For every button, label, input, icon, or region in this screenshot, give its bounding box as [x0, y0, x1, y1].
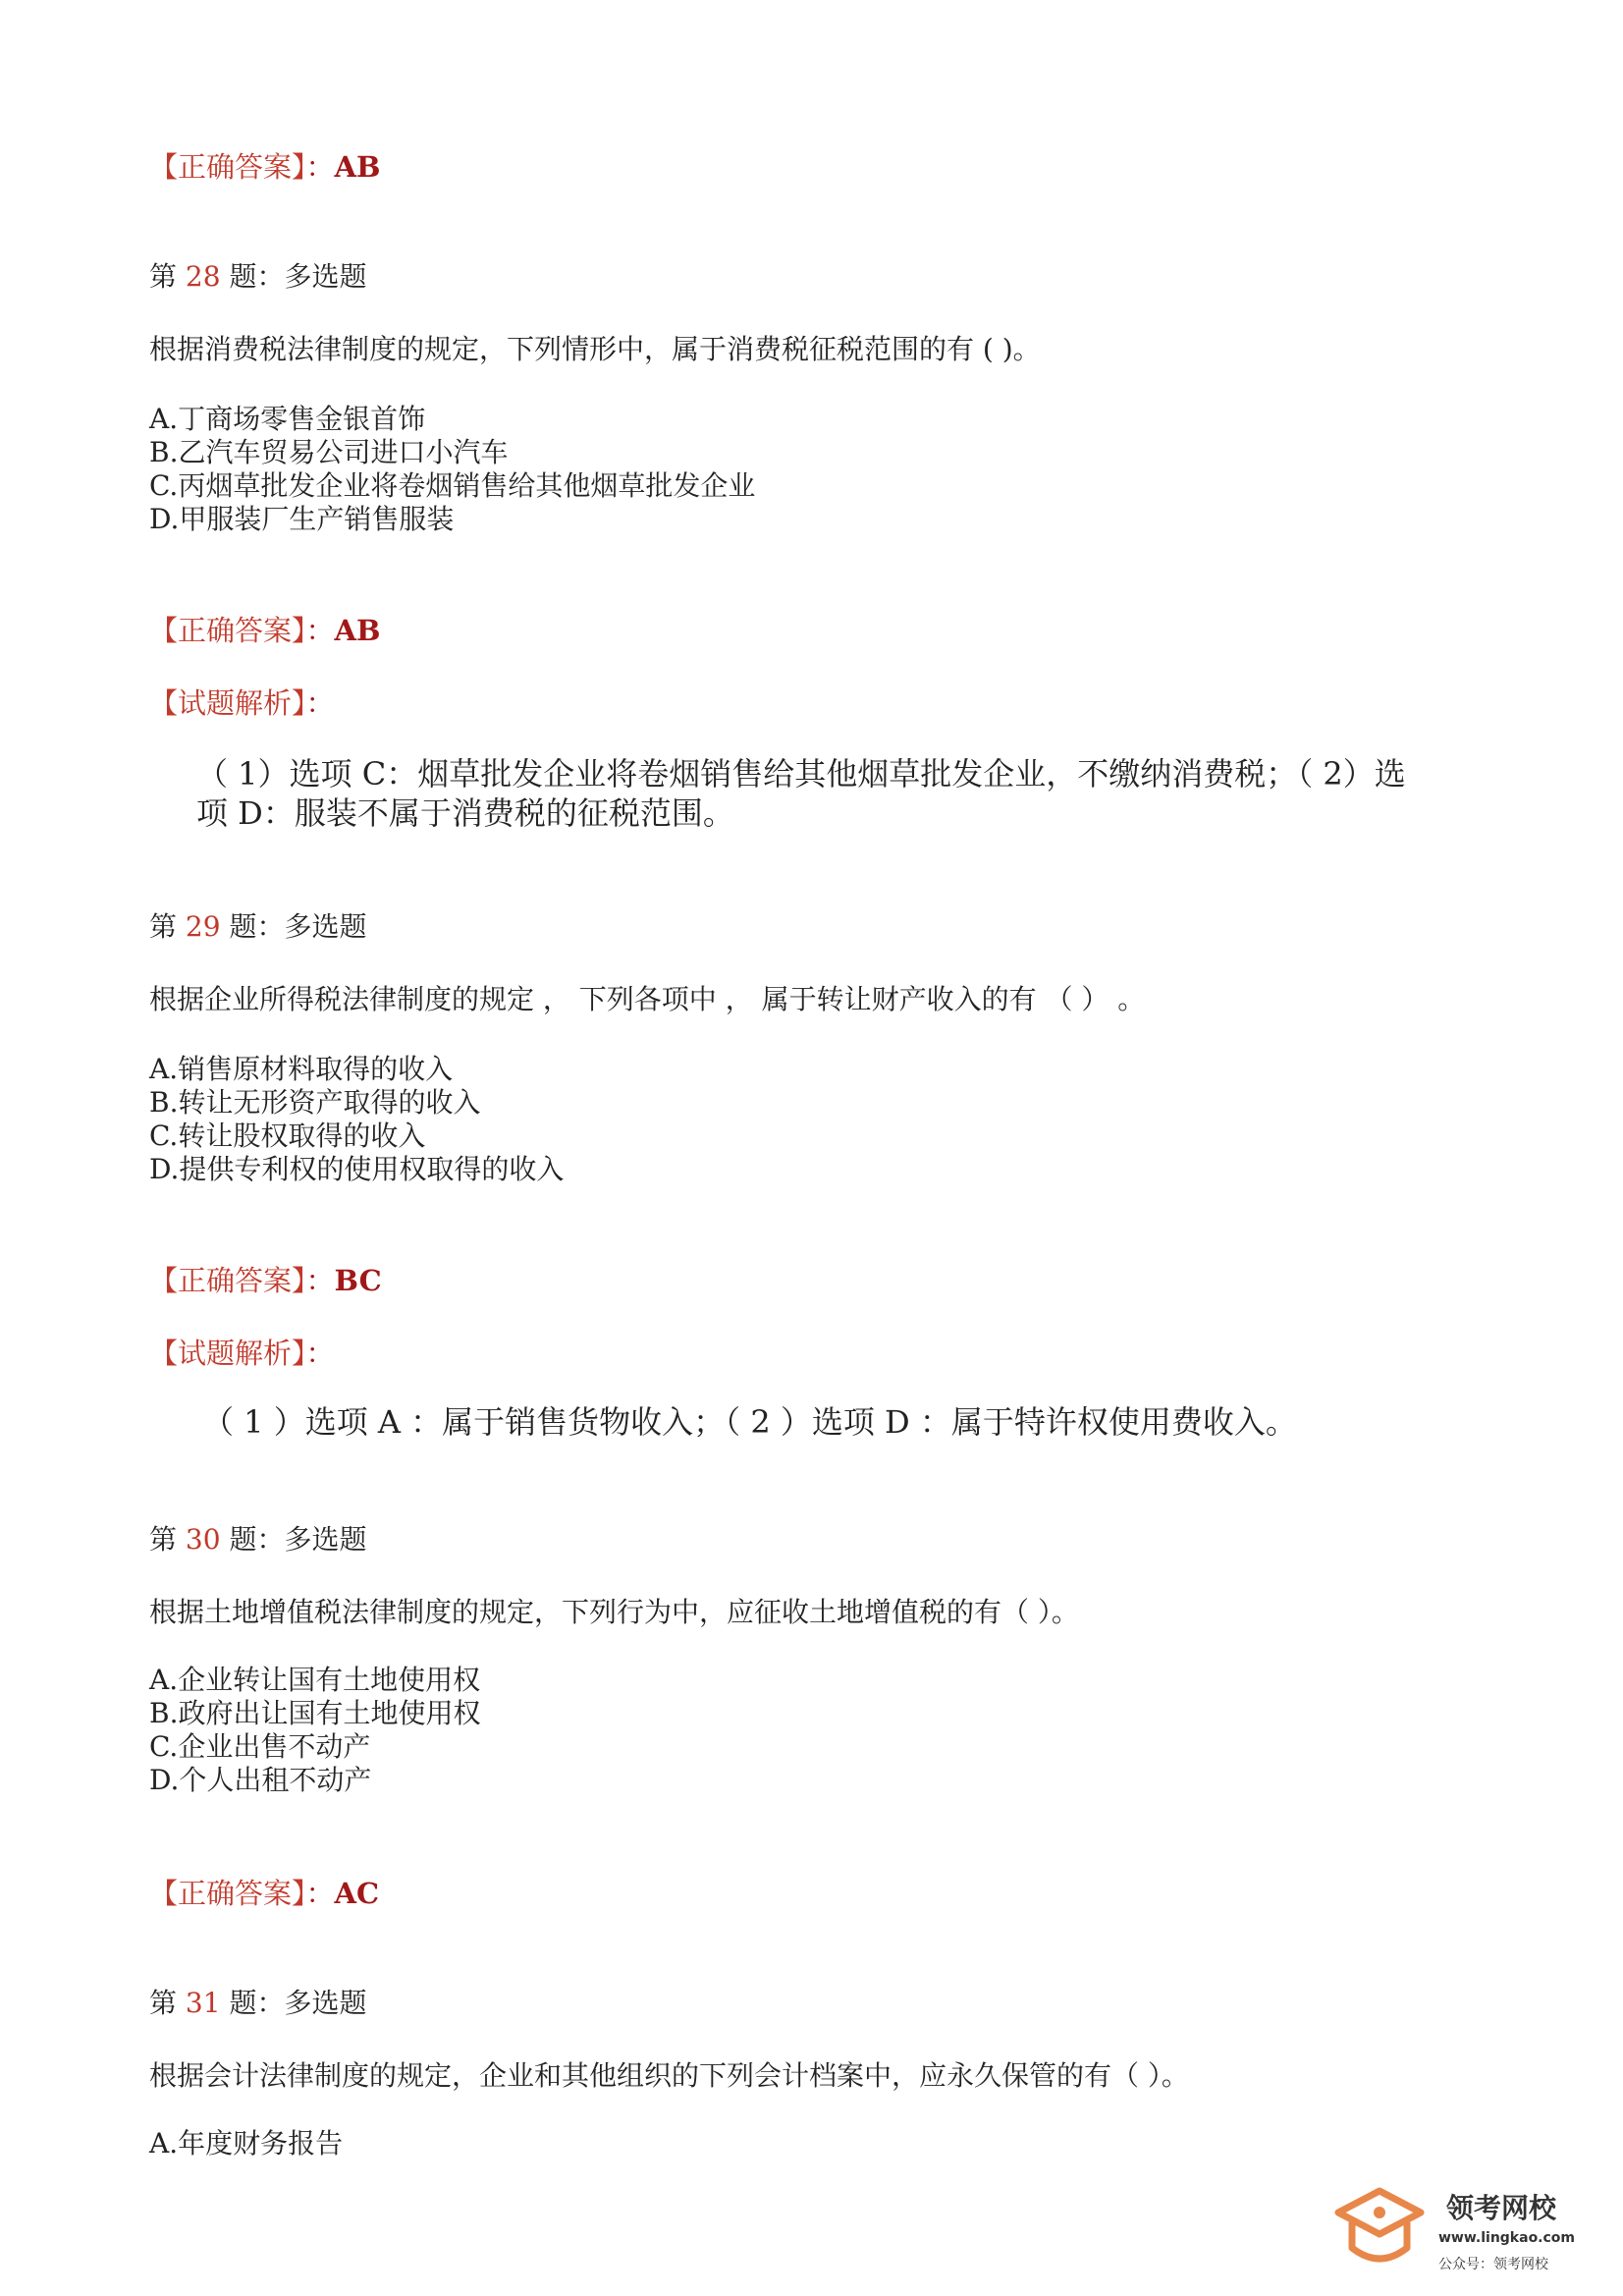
- option-b: B.转让无形资产取得的收入: [149, 1086, 481, 1119]
- option-a: A.企业转让国有土地使用权: [149, 1664, 481, 1696]
- question-stem-q28: 根据消费税法律制度的规定，下列情形中，属于消费税征税范围的有 ( )。: [149, 333, 1041, 365]
- option-c: C.转让股权取得的收入: [149, 1120, 426, 1152]
- logo-public-account: 公众号：领考网校: [1438, 2257, 1548, 2272]
- option-c: C.企业出售不动产: [149, 1730, 371, 1763]
- option-list-q29: [149, 1053, 564, 1186]
- question-stem-q31: 根据会计法律制度的规定，企业和其他组织的下列会计档案中，应永久保管的有（ ）。: [149, 2059, 1189, 2092]
- option-d: D.提供专利权的使用权取得的收入: [149, 1153, 565, 1185]
- option-a: A.年度财务报告: [149, 2127, 344, 2159]
- brand-logo: [1330, 2175, 1596, 2283]
- question-stem-q30: 根据土地增值税法律制度的规定，下列行为中，应征收土地增值税的有（ ）。: [149, 1596, 1079, 1628]
- option-a: A.丁商场零售金银首饰: [149, 403, 426, 435]
- question-stem-q29: 根据企业所得税法律制度的规定 ， 下列各项中 ， 属于转让财产收入的有 （ ） 。: [149, 983, 1146, 1015]
- analysis-label-q29: 【试题解析】：: [149, 1337, 335, 1370]
- question-header-q30: 第 30 题：多选题: [149, 1523, 367, 1556]
- answer-line-q28: 【正确答案】：AB: [149, 614, 381, 647]
- analysis-label-q28: 【试题解析】：: [149, 686, 335, 720]
- option-a: A.销售原材料取得的收入: [149, 1053, 454, 1085]
- logo-title: 领考网校: [1446, 2192, 1557, 2224]
- question-header-q31: 第 31 题：多选题: [149, 1987, 367, 2019]
- answer-line-q29: 【正确答案】：BC: [149, 1264, 382, 1297]
- question-header-q29: 第 29 题：多选题: [149, 910, 367, 943]
- analysis-text-q29: （ 1 ）选项 A ：属于销售货物收入；（ 2 ）选项 D ：属于特许权使用费收入。: [202, 1403, 1297, 1441]
- answer-line-q30: 【正确答案】：AC: [149, 1877, 380, 1910]
- graduation-cap-icon: [1330, 2179, 1429, 2281]
- option-b: B.政府出让国有土地使用权: [149, 1697, 481, 1729]
- analysis-text-q28: （ 1）选项 C：烟草批发企业将卷烟销售给其他烟草批发企业，不缴纳消费税；（ 2）选 项 D：服装不属于消费税的征税范围。: [196, 755, 1406, 832]
- option-b: B.乙汽车贸易公司进口小汽车: [149, 436, 509, 468]
- option-list-q28: [149, 403, 755, 536]
- question-header-q28: 第 28 题：多选题: [149, 260, 367, 293]
- answer-line-q27: 【正确答案】：AB: [149, 150, 381, 184]
- option-d: D.个人出租不动产: [149, 1764, 372, 1796]
- logo-url: www.lingkao.com: [1438, 2230, 1576, 2246]
- option-list-q31: [149, 2127, 343, 2160]
- option-list-q30: [149, 1664, 480, 1797]
- option-d: D.甲服装厂生产销售服装: [149, 503, 455, 535]
- option-c: C.丙烟草批发企业将卷烟销售给其他烟草批发企业: [149, 469, 756, 502]
